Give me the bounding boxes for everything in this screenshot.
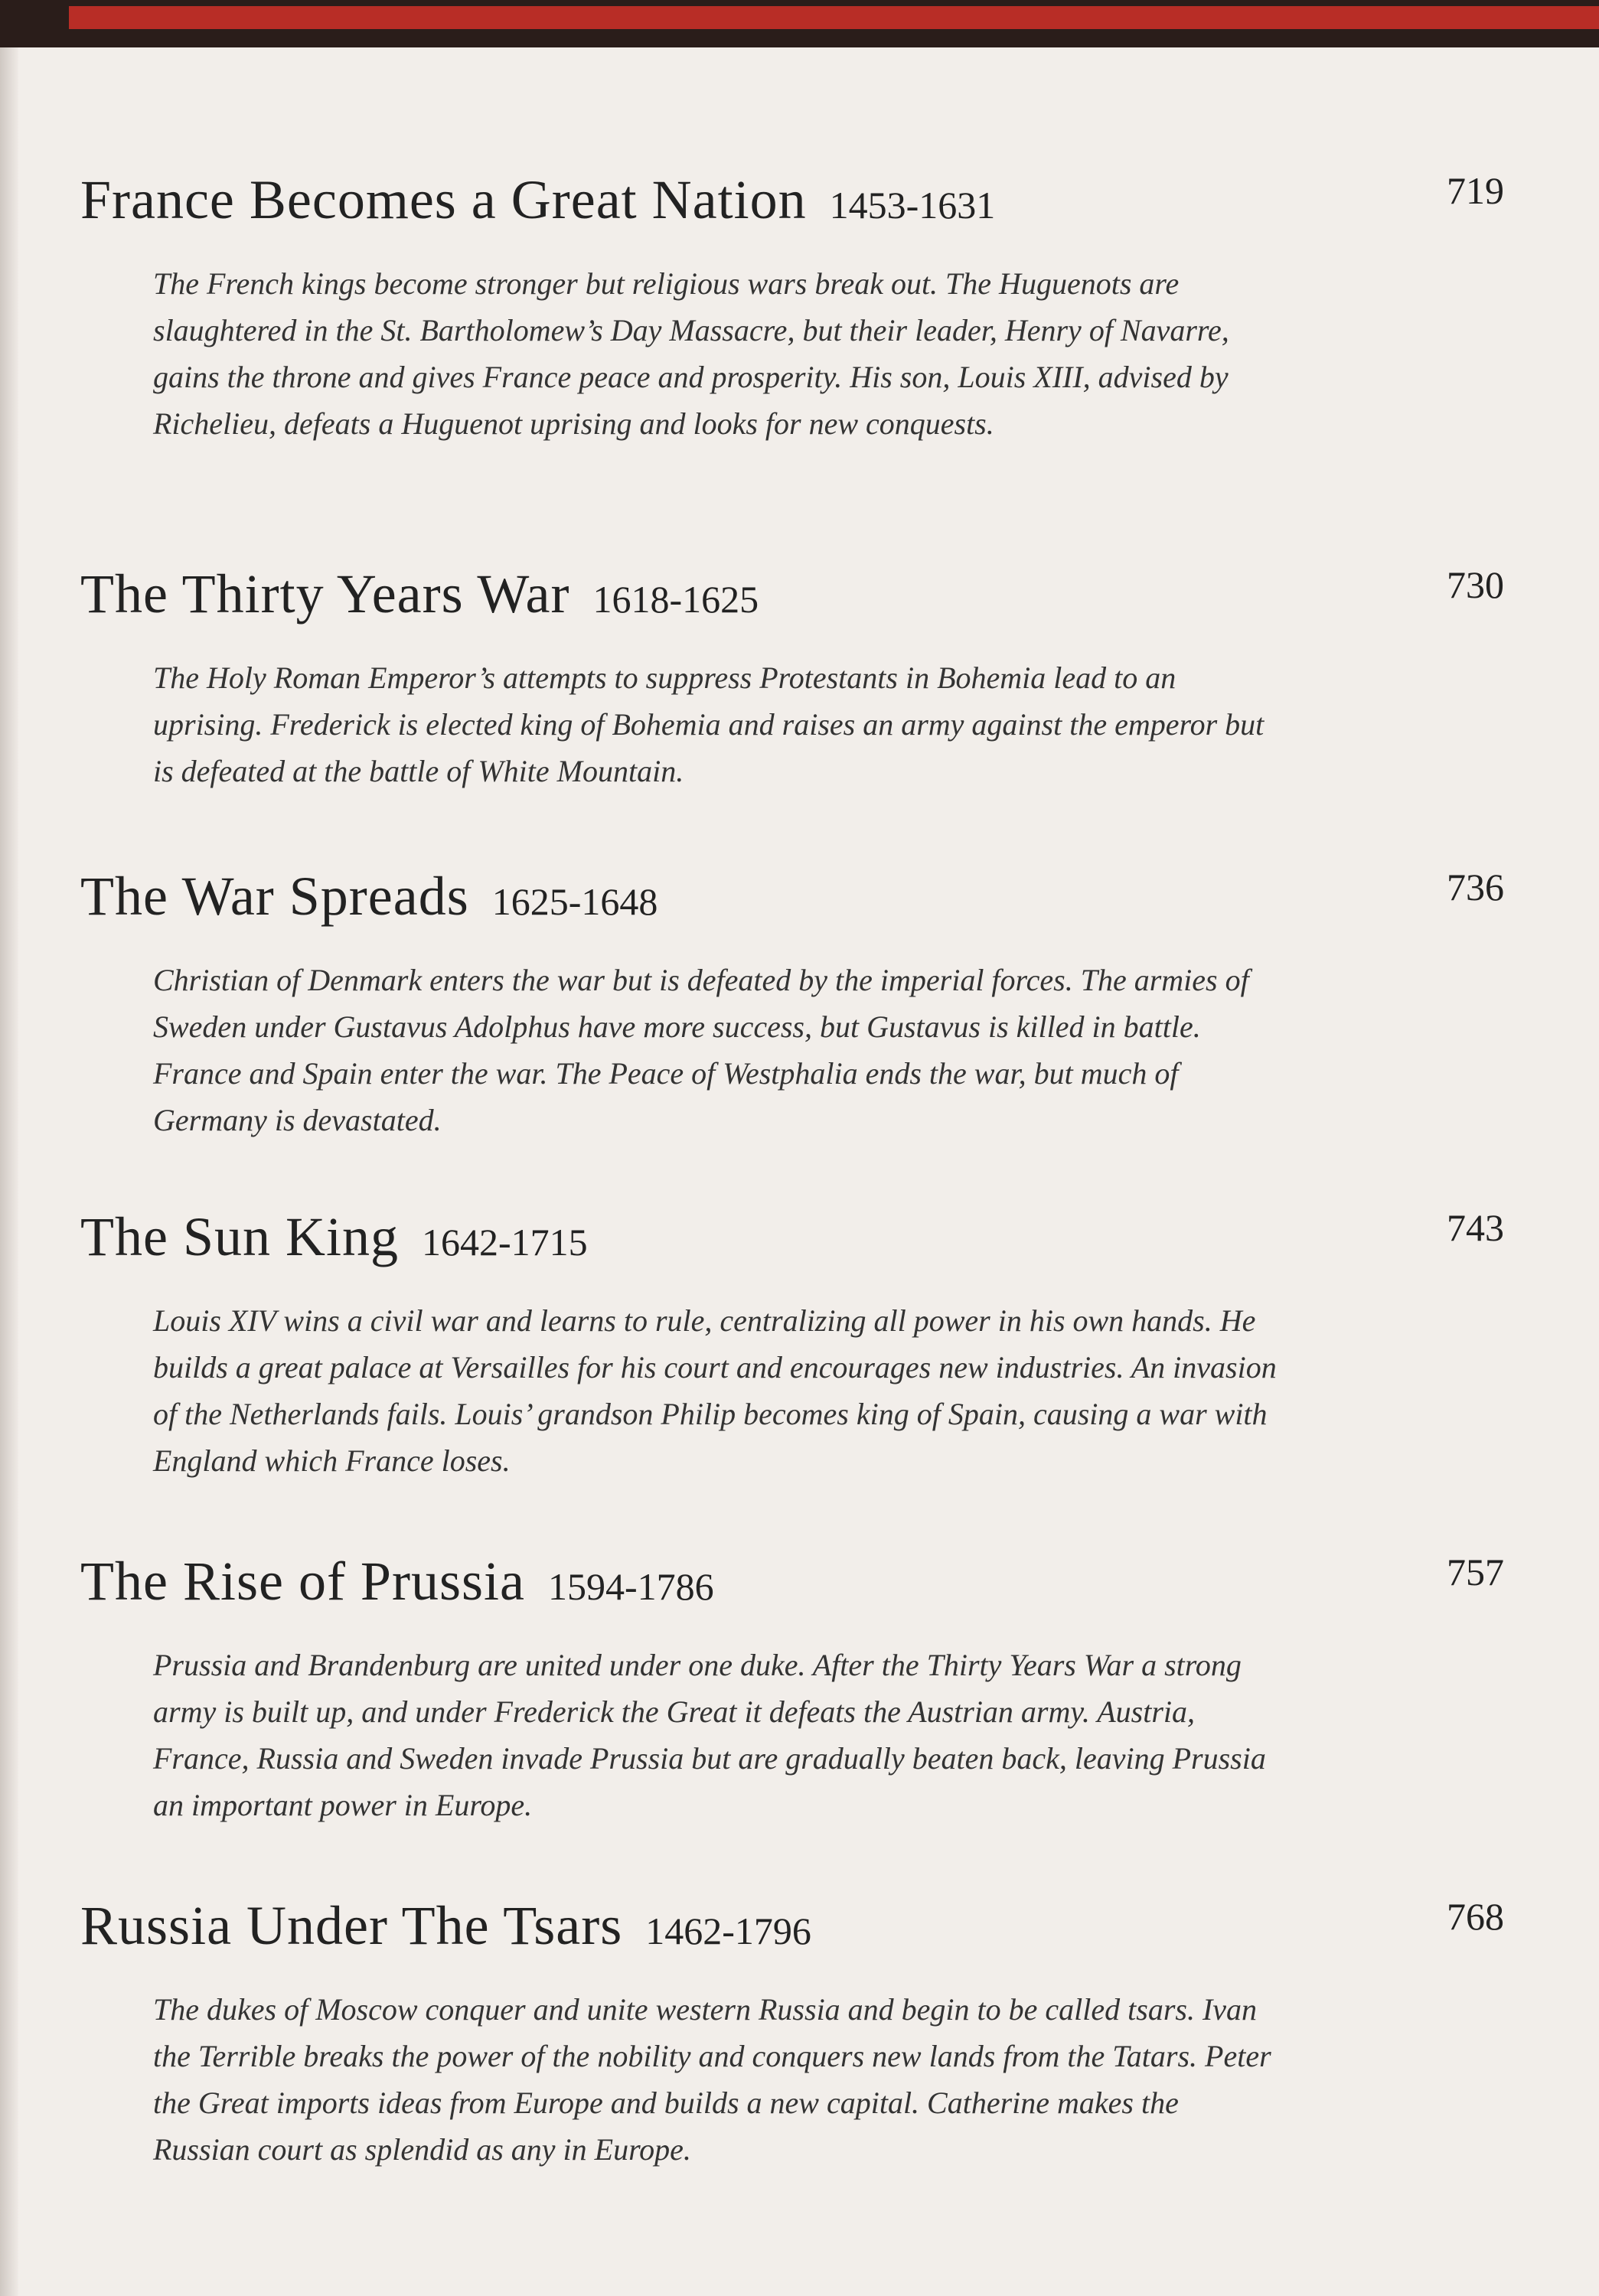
contents-entry[interactable] (80, 1205, 1504, 1484)
contents-entry[interactable] (80, 865, 1504, 1143)
entry-summary: Christian of Denmark enters the war but is defeated by the imperial forces. The armies of Sweden under Gustavus Adolphus have more success, but Gustavus is killed in battle. France and Spain enter the war. The Peace of Westphalia ends the war, but much of Germany is devastated. (153, 963, 1249, 1137)
entry-page-number: 736 (1447, 866, 1504, 908)
entry-heading (80, 168, 1504, 253)
entry-heading (80, 1550, 1504, 1634)
contents-entry[interactable] (80, 1550, 1504, 1828)
entry-page-number: 743 (1447, 1206, 1504, 1249)
entry-summary: The Holy Roman Emperor’s attempts to suppress Protestants in Bohemia lead to an uprising. Frederick is elected king of Bohemia and raises an army against the emperor but is defeated at the battle of White Mountain. (153, 660, 1265, 788)
entry-years: 1594-1786 (547, 1565, 714, 1608)
page-edge (0, 0, 18, 2296)
entry-heading (80, 1894, 1504, 1978)
entry-years: 1462-1796 (645, 1910, 811, 1952)
entry-heading (80, 865, 1504, 949)
entry-summary: The French kings become stronger but religious wars break out. The Huguenots are slaughtered in the St. Bartholomew’s Day Massacre, but their leader, Henry of Navarre, gains the throne and gives France peace and prosperity. His son, Louis XIII, advised by Richelieu, defeats a Huguenot uprising and looks for new conquests. (153, 266, 1229, 441)
entry-title: The Sun King (80, 1206, 399, 1267)
entry-heading (80, 563, 1504, 647)
entry-summary: Prussia and Brandenburg are united under one duke. After the Thirty Years War a strong army is built up, and under Frederick the Great it defeats the Austrian army. Austria, France, Russia and Sweden invade Prussia but are gradually beaten back, leaving Prussia an important power in Europe. (153, 1648, 1266, 1822)
entry-page-number: 719 (1447, 169, 1504, 212)
contents-entry[interactable] (80, 563, 1504, 794)
entry-title: The Rise of Prussia (80, 1551, 525, 1612)
entry-page-number: 768 (1447, 1895, 1504, 1938)
entry-title: The War Spreads (80, 866, 469, 927)
entry-heading (80, 1205, 1504, 1290)
book-cover-edge (0, 0, 1599, 47)
entry-years: 1618-1625 (592, 578, 759, 621)
entry-title: France Becomes a Great Nation (80, 169, 807, 230)
entry-years: 1625-1648 (491, 880, 658, 923)
entry-years: 1453-1631 (829, 184, 996, 227)
entry-page-number: 757 (1447, 1551, 1504, 1593)
entry-summary: The dukes of Moscow conquer and unite western Russia and begin to be called tsars. Ivan the Terrible breaks the power of the nobility and conquers new lands from the Tatars. Peter the Great imports ideas from Europe and builds a new capital. Catherine makes the Russian court as splendid as any in Europe. (153, 1992, 1271, 2167)
entry-years: 1642-1715 (421, 1221, 588, 1264)
entry-title: The Thirty Years War (80, 563, 570, 625)
entry-title: Russia Under The Tsars (80, 1895, 623, 1956)
contents-entry[interactable] (80, 168, 1504, 447)
entry-summary: Louis XIV wins a civil war and learns to rule, centralizing all power in his own hands. He builds a great palace at Versailles for his court and encourages new industries. An invasion of the Netherlands fails. Louis’ grandson Philip becomes king of Spain, causing a war with England which France loses. (153, 1303, 1277, 1478)
entry-page-number: 730 (1447, 563, 1504, 606)
red-binding-strip (69, 6, 1599, 29)
contents-entry[interactable] (80, 1894, 1504, 2173)
